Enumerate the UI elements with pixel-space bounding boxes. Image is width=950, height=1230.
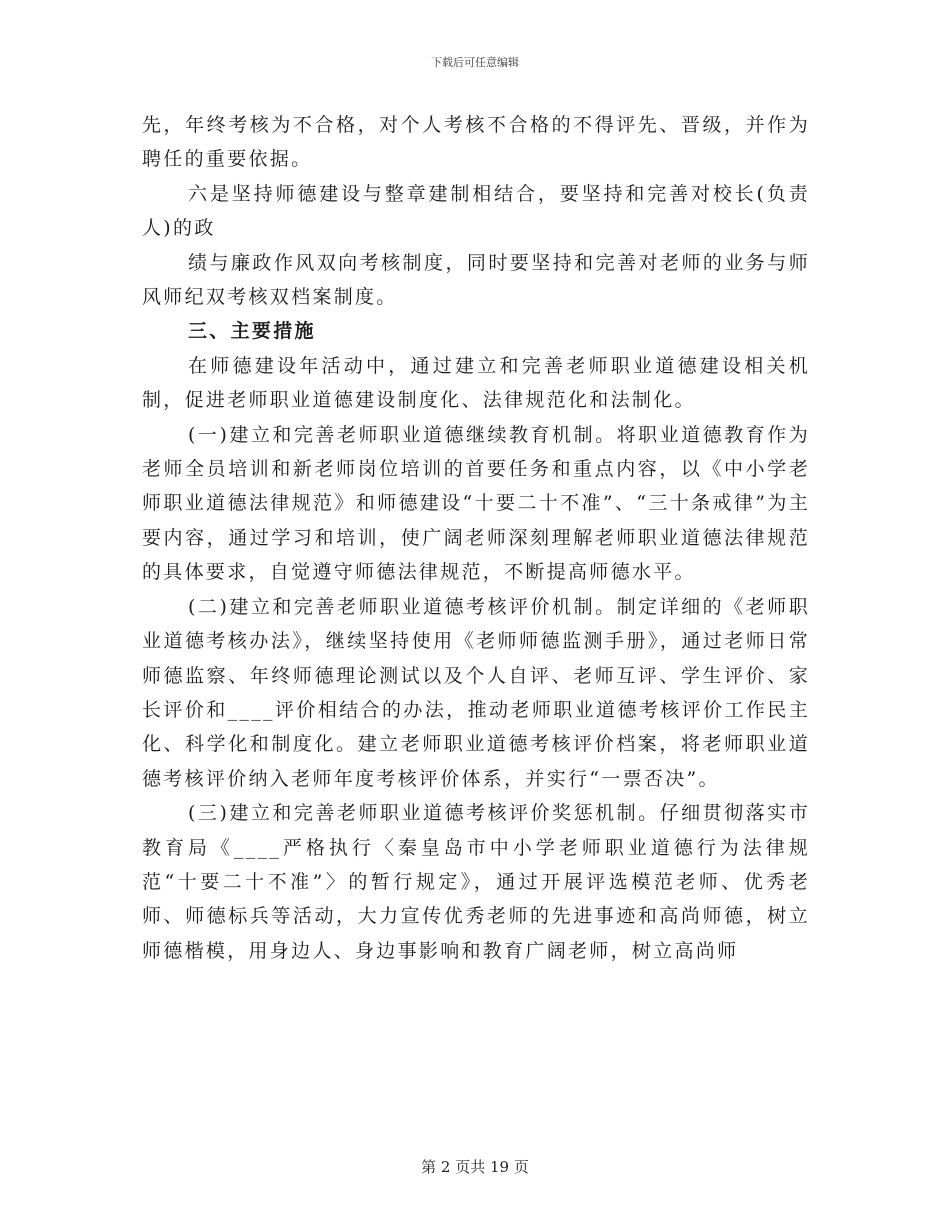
page-header: 下载后可任意编辑 (431, 56, 519, 69)
document-body (142, 108, 810, 968)
paragraph-4: 在师德建设年活动中，通过建立和完善老师职业道德建设相关机制，促进老师职业道德建设制度化、法律规范化和法制化。 (142, 354, 810, 412)
paragraph-3: 绩与廉政作风双向考核制度，同时要坚持和完善对老师的业务与师风师纪双考核双档案制度。 (142, 251, 810, 309)
paragraph-1: 先，年终考核为不合格，对个人考核不合格的不得评先、晋级，并作为聘任的重要依据。 (142, 114, 810, 171)
page-footer: 第 2 页共 19 页 (421, 1158, 529, 1176)
paragraph-5: (一)建立和完善老师职业道德继续教育机制。将职业道德教育作为老师全员培训和新老师岗位培训的首要任务和重点内容，以《中小学老师职业道德法律规范》和师德建设“十要二十不准”、“三十条戒律”为主要内容，通过学习和培训，使广阔老师深刻理解老师职业道德法律规范的具体要求，自觉遵守师德法律规范，不断提高师德水平。 (142, 423, 810, 584)
paragraph-6: (二)建立和完善老师职业道德考核评价机制。制定详细的《老师职业道德考核办法》，继续坚持使用《老师师德监测手册》，通过老师日常师德监察、年终师德理论测试以及个人自评、老师互评、学生评价、家长评价和____评价相结合的办法，推动老师职业道德考核评价工作民主化、科学化和制度化。建立老师职业道德考核评价档案，将老师职业道德考核评价纳入老师年度考核评价体系，并实行“一票否决”。 (142, 595, 810, 790)
section-heading: 三、主要措施 (188, 320, 316, 343)
paragraph-7: (三)建立和完善老师职业道德考核评价奖惩机制。仔细贯彻落实市教育局《____严格执行〈秦皇岛市中小学老师职业道德行为法律规范“十要二十不准”〉的暂行规定》，通过开展评选模范老师、优秀老师、师德标兵等活动，大力宣传优秀老师的先进事迹和高尚师德，树立师德楷模，用身边人、身边事影响和教育广阔老师，树立高尚师 (142, 802, 810, 962)
paragraph-2: 六是坚持师德建设与整章建制相结合，要坚持和完善对校长(负责人)的政 (142, 182, 810, 240)
